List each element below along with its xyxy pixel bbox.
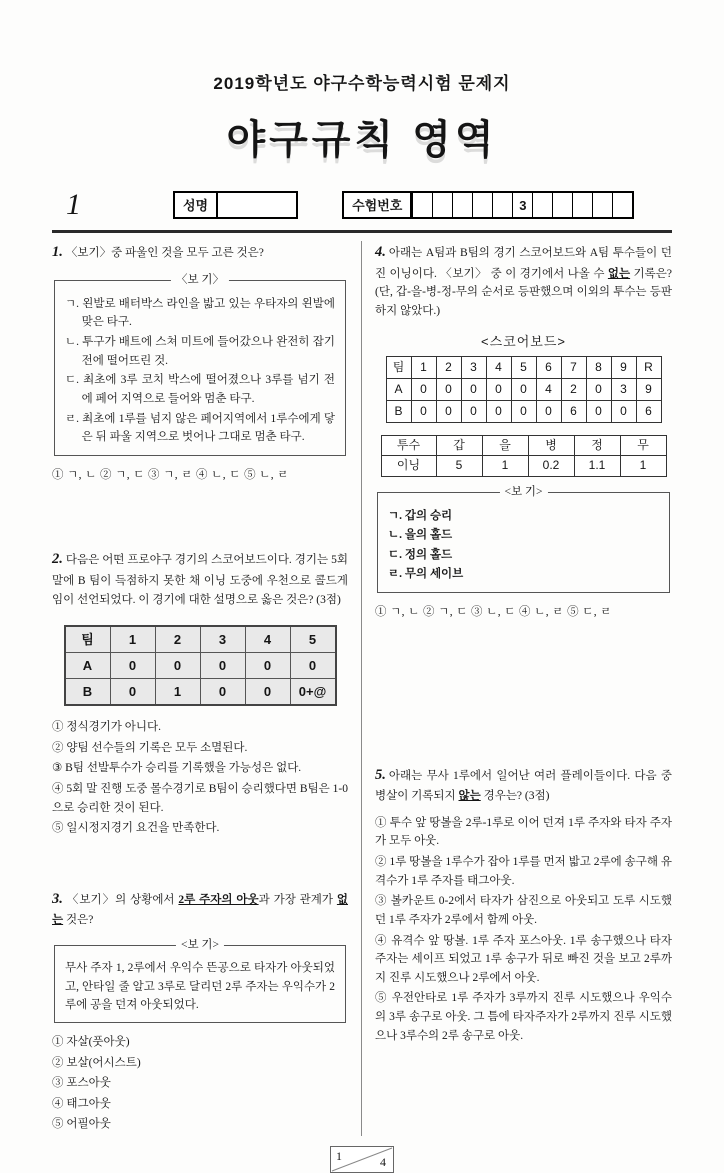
table-cell: 3 <box>611 378 636 400</box>
question-1-choices: ① ㄱ, ㄴ ② ㄱ, ㄷ ③ ㄱ, ㄹ ④ ㄴ, ㄷ ⑤ ㄴ, ㄹ <box>52 468 289 481</box>
question-2-scoreboard <box>64 625 337 706</box>
table-cell: 0 <box>436 378 461 400</box>
exam-subtitle: 2019학년도 야구수학능력시험 문제지 <box>213 74 511 93</box>
table-cell: 0 <box>586 400 611 422</box>
bogi-item: ㄴ. 투구가 배트에 스쳐 미트에 들어갔으나 완전히 잡기 전에 떨어뜨린 것. <box>65 336 335 367</box>
table-cell: A <box>65 653 111 679</box>
exam-number-cell <box>492 193 512 217</box>
table-cell: 0 <box>245 679 290 706</box>
question-3-number: 3. <box>52 890 63 907</box>
choice-item: ④ 5회 말 진행 도중 몰수경기로 B팀이 승리했다면 B팀은 1-0으로 승리한 것이 된다. <box>52 783 348 814</box>
table-cell: 1 <box>110 626 155 653</box>
table-cell: 0+@ <box>290 679 336 706</box>
page-footer <box>52 1146 672 1173</box>
table-cell: 0 <box>200 653 245 679</box>
table-cell: 0.2 <box>528 456 574 476</box>
table-cell: 0 <box>110 679 155 706</box>
choice-item: ① 자살(풋아웃) <box>52 1035 130 1048</box>
table-cell: 0 <box>461 400 486 422</box>
table-cell: 6 <box>561 400 586 422</box>
table-cell: 1 <box>411 356 436 378</box>
question-1-bogi-label: 〈보 기〉 <box>171 271 229 290</box>
question-1 <box>52 241 348 484</box>
page-number-box <box>330 1146 394 1173</box>
table-cell: 7 <box>561 356 586 378</box>
table-cell: 6 <box>536 356 561 378</box>
choice-item: ⑤ 우전안타로 1루 주자가 3루까지 진루 시도했으나 우익수의 3루 송구로 아웃. 그 틈에 타자주자가 2루까지 진루 시도했으나 3루수의 2루 송구로 아웃. <box>375 992 672 1042</box>
table-cell: 0 <box>436 400 461 422</box>
choice-item: ② 보살(어시스트) <box>52 1056 141 1069</box>
question-1-number: 1. <box>52 244 63 261</box>
exam-number-cell <box>572 193 592 217</box>
table-cell: B <box>65 679 111 706</box>
table-cell: 을 <box>482 435 528 455</box>
question-2-text: 2. 다음은 어떤 프로야구 경기의 스코어보드이다. 경기는 5회 말에 B 팀이 득점하지 못한 채 이닝 도중에 우천으로 콜드게임이 선언되었다. 이 경기에 대한 설명으로 옳은 것은? (3점) <box>52 551 348 606</box>
table-cell: 5 <box>290 626 336 653</box>
question-3-choice-list <box>52 1033 348 1134</box>
table-cell: 0 <box>411 378 436 400</box>
exam-number-cell <box>532 193 552 217</box>
table-cell: 4 <box>536 378 561 400</box>
underlined-term: 없는 <box>607 267 631 280</box>
scoreboard-caption: <스코어보드> <box>481 333 566 349</box>
table-cell: 0 <box>245 653 290 679</box>
choice-item: ③ 포스아웃 <box>52 1077 111 1090</box>
header-divider <box>52 230 672 233</box>
bogi-item: ㄴ. 을의 홀드 <box>388 529 453 542</box>
table-cell: 정 <box>574 435 620 455</box>
table-cell: 0 <box>486 400 511 422</box>
table-cell: 0 <box>200 679 245 706</box>
table-cell: 0 <box>110 653 155 679</box>
exam-number-cell <box>452 193 472 217</box>
exam-number-cell <box>412 193 432 217</box>
table-cell: R <box>636 356 661 378</box>
table-row <box>381 456 666 476</box>
choice-item: ② 1루 땅볼을 1루수가 잡아 1루를 먼저 밟고 2루에 송구해 유격수가 1루 주자를 태그아웃. <box>375 856 672 887</box>
table-cell: 3 <box>200 626 245 653</box>
left-column <box>52 241 362 1136</box>
table-cell: 0 <box>411 400 436 422</box>
question-5 <box>375 764 672 1046</box>
question-4-bogi-box <box>377 485 670 594</box>
question-3 <box>52 888 348 1134</box>
table-cell: 4 <box>486 356 511 378</box>
question-5-text: 5. 아래는 무사 1루에서 일어난 여러 플레이들이다. 다음 중 병살이 기록되지 않는 경우는? (3점) <box>375 766 672 803</box>
choice-item: ④ 유격수 앞 땅볼. 1루 주자 포스아웃. 1루 송구했으나 타자주자는 세이프 되었고 1루 송구가 뒤로 빠진 것을 보고 2루까지 진루 시도했으나 2루에서 아웃. <box>375 934 672 984</box>
question-4-choices: ① ㄱ, ㄴ ② ㄱ, ㄷ ③ ㄴ, ㄷ ④ ㄴ, ㄹ ⑤ ㄷ, ㄹ <box>375 606 612 619</box>
bogi-item: ㄷ. 최초에 3루 코치 박스에 떨어졌으나 3루를 넘기 전에 페어 지역으로 들어와 멈춘 타구. <box>65 374 335 405</box>
underlined-term: 않는 <box>458 790 481 803</box>
table-cell: 2 <box>436 356 461 378</box>
table-cell: 2 <box>561 378 586 400</box>
table-cell: 0 <box>155 653 200 679</box>
underlined-term: 없는 <box>52 893 348 927</box>
table-cell: 1 <box>155 679 200 706</box>
table-cell: 0 <box>461 378 486 400</box>
table-row <box>386 356 661 378</box>
table-cell: 갑 <box>436 435 482 455</box>
question-2-choice-list <box>52 718 348 838</box>
header-row <box>52 190 672 220</box>
table-cell: 병 <box>528 435 574 455</box>
question-1-bogi-box <box>54 273 346 456</box>
section-number: 1 <box>66 188 81 222</box>
bogi-item: ㄱ. 갑의 승리 <box>388 509 453 522</box>
two-column-body <box>52 241 672 1136</box>
question-4-scoreboard <box>386 356 662 423</box>
table-cell: 팀 <box>386 356 411 378</box>
name-blank-cell <box>218 193 296 217</box>
table-cell: 3 <box>461 356 486 378</box>
table-cell: 이닝 <box>381 456 436 476</box>
bogi-item: ㄱ. 왼발로 배터박스 라인을 밟고 있는 우타자의 왼발에 맞은 타구. <box>65 297 335 329</box>
current-page-number: 1 <box>336 1149 342 1164</box>
choice-item: ① 투수 앞 땅볼을 2루-1루로 이어 던져 1루 주자와 타자 주자가 모두 아웃. <box>375 816 672 848</box>
table-cell: 0 <box>511 400 536 422</box>
question-4-text: 4. 아래는 A팀과 B팀의 경기 스코어보드와 A팀 투수들이 던진 이닝이다. 〈보기〉 중 이 경기에서 나올 수 없는 기록은? (단, 갑-을-병-정-무의 순서로 등판했으며 이외의 투수는 등판하지 않았다.) <box>375 244 672 318</box>
choice-item: ④ 태그아웃 <box>52 1097 111 1110</box>
table-cell: 5 <box>436 456 482 476</box>
exam-number-cell <box>432 193 452 217</box>
table-row <box>65 653 336 679</box>
table-row <box>381 435 666 455</box>
table-cell: 0 <box>586 378 611 400</box>
exam-number-box <box>342 191 634 219</box>
question-2 <box>52 548 348 837</box>
choice-item: ① 정식경기가 아니다. <box>52 721 161 734</box>
table-cell: 1 <box>482 456 528 476</box>
table-cell: 6 <box>636 400 661 422</box>
question-3-bogi-box <box>54 939 346 1023</box>
total-page-number: 4 <box>380 1154 386 1169</box>
name-label: 성명 <box>175 193 218 217</box>
table-cell: B <box>386 400 411 422</box>
question-1-text: 1. 〈보기〉중 파울인 것을 모두 고른 것은? <box>52 244 264 261</box>
table-cell: 0 <box>486 378 511 400</box>
choice-item: ⑤ 일시정지경기 요건을 만족한다. <box>52 822 220 835</box>
table-cell: 9 <box>636 378 661 400</box>
table-row <box>65 679 336 706</box>
table-cell: 0 <box>536 400 561 422</box>
exam-number-label: 수험번호 <box>344 193 412 217</box>
question-4-pitcher-table <box>381 435 667 477</box>
choice-item: ② 양팀 선수들의 기록은 모두 소멸된다. <box>52 741 248 754</box>
table-cell: 0 <box>290 653 336 679</box>
table-cell: 5 <box>511 356 536 378</box>
question-4 <box>375 241 672 621</box>
table-cell: 0 <box>611 400 636 422</box>
table-cell: 투수 <box>381 435 436 455</box>
table-cell: 1 <box>620 456 666 476</box>
table-row <box>386 378 661 400</box>
exam-number-cell <box>552 193 572 217</box>
question-4-bogi-label: <보 기> <box>499 483 547 502</box>
table-row <box>386 400 661 422</box>
table-cell: 2 <box>155 626 200 653</box>
question-5-number: 5. <box>375 766 386 783</box>
table-cell: 0 <box>511 378 536 400</box>
bogi-item: ㄷ. 정의 홀드 <box>388 548 453 561</box>
table-cell: 4 <box>245 626 290 653</box>
right-column <box>362 241 672 1136</box>
exam-number-cell-filled: 3 <box>512 193 532 217</box>
question-3-text: 3. 〈보기〉의 상황에서 2루 주자의 아웃과 가장 관계가 없는 것은? <box>52 890 348 927</box>
table-cell: 8 <box>586 356 611 378</box>
exam-number-cell <box>612 193 632 217</box>
bogi-item: ㄹ. 무의 세이브 <box>388 568 464 581</box>
question-5-choice-list <box>375 814 672 1046</box>
choice-item: ③ 볼카운트 0-2에서 타자가 삼진으로 아웃되고 도루 시도했던 1루 주자가 2루에서 함께 아웃. <box>375 895 672 926</box>
choice-item: ⑤ 어필아웃 <box>52 1118 111 1131</box>
exam-number-cell <box>472 193 492 217</box>
question-2-number: 2. <box>52 551 63 568</box>
exam-title: 야구규칙 영역 <box>226 117 498 162</box>
table-cell: 1.1 <box>574 456 620 476</box>
table-cell: 9 <box>611 356 636 378</box>
table-row <box>65 626 336 653</box>
table-cell: 무 <box>620 435 666 455</box>
bogi-item: ㄹ. 최초에 1루를 넘지 않은 페어지역에서 1루수에게 닿은 뒤 파울 지역으로 벗어나 그대로 멈춘 타구. <box>65 412 335 444</box>
underlined-term: 2루 주자의 아웃 <box>178 893 259 906</box>
choice-item: ③ B팀 선발투수가 승리를 기록했을 가능성은 없다. <box>52 762 302 775</box>
question-4-number: 4. <box>375 244 386 261</box>
name-field-box <box>173 191 298 219</box>
table-cell: 팀 <box>65 626 111 653</box>
question-3-bogi-label: <보 기> <box>176 936 224 955</box>
table-cell: A <box>386 378 411 400</box>
exam-number-cell <box>592 193 612 217</box>
bogi-text: 무사 주자 1, 2루에서 우익수 뜬공으로 타자가 아웃되었고, 안타일 줄 알고 3루로 달리던 2루 주자는 우익수가 2루에 공을 던져 아웃되었다. <box>65 962 335 1012</box>
